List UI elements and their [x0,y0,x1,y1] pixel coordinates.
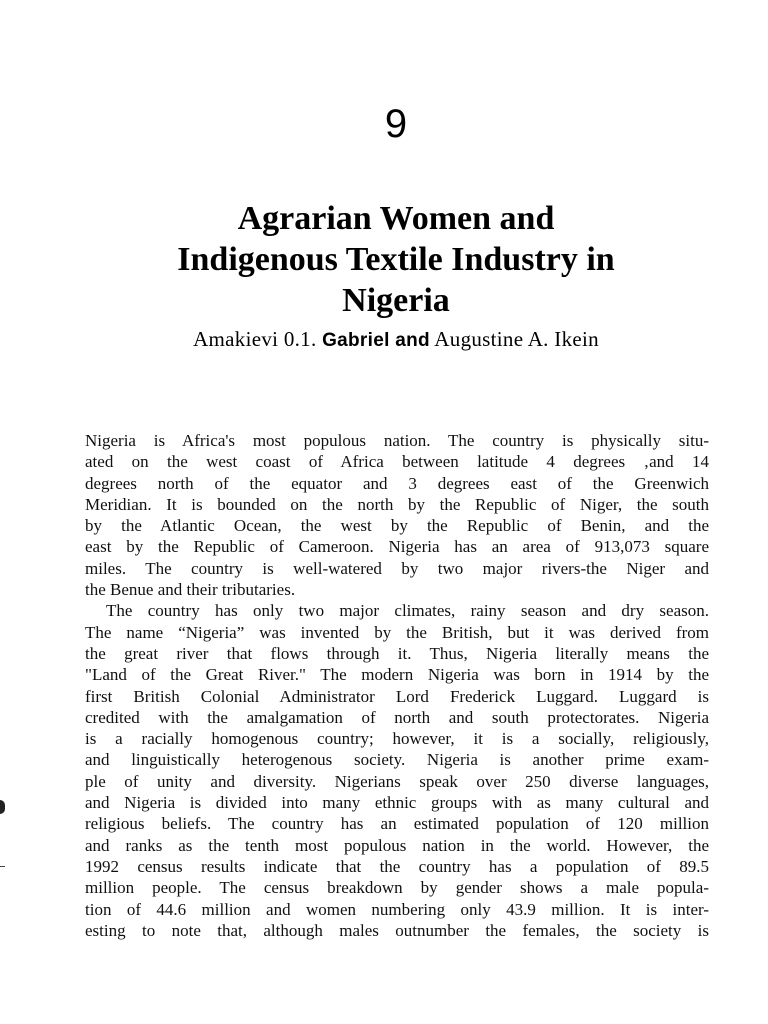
chapter-number: 9 [384,102,408,146]
chapter-title [80,198,712,321]
text-line: the Benue and their tributaries. [85,580,296,600]
scan-margin-mark [0,800,5,814]
text-line: "Land of the Great River." The modern Nigeria was born in 1914 by the [85,665,709,685]
text-line: esting to note that, although males outnumber the females, the society is [85,920,709,940]
author-text: Amakievi 0.1. [193,327,323,351]
body-text [85,430,709,941]
text-line: degrees north of the equator and 3 degrees east of the Greenwich [85,473,709,493]
text-line: and linguistically heterogenous society. Nigeria is another prime exam- [85,750,709,770]
text-line: east by the Republic of Cameroon. Nigeria has an area of 913,073 square [85,537,709,557]
text-line: The name “Nigeria” was invented by the British, but it was derived from [85,622,709,642]
text-line: credited with the amalgamation of north and south protectorates. Nigeria [85,707,709,727]
text-line: tion of 44.6 million and women numbering only 43.9 million. It is inter- [85,899,709,919]
chapter-authors [40,325,752,355]
text-line: and ranks as the tenth most populous nation in the world. However, the [85,835,709,855]
text-line: ated on the west coast of Africa between latitude 4 degrees ‚and 14 [85,452,709,472]
text-line: by the Atlantic Ocean, the west by the Republic of Benin, and the [85,516,709,536]
scan-margin-mark [0,866,5,867]
chapter-title-line: Agrarian Women and [237,200,555,237]
text-line: and Nigeria is divided into many ethnic groups with as many cultural and [85,793,709,813]
text-line: miles. The country is well-watered by two major rivers-the Niger and [85,558,709,578]
text-line: Nigeria is Africa's most populous nation. The country is physically situ- [85,431,709,450]
chapter-title-line: Indigenous Textile Industry in [177,241,615,278]
chapter-title-line: Nigeria [342,282,450,319]
text-line: the great river that flows through it. Thus, Nigeria literally means the [85,643,709,663]
text-line: first British Colonial Administrator Lord Frederick Luggard. Luggard is [85,686,709,706]
text-line: Meridian. It is bounded on the north by the Republic of Niger, the south [85,494,709,514]
text-line: is a racially homogenous country; however, it is a socially, religiously, [85,729,709,749]
text-line: religious beliefs. The country has an estimated population of 120 million [85,814,709,834]
author-text-bold: Gabriel and [322,330,430,351]
text-line: million people. The census breakdown by gender shows a male popula- [85,878,709,898]
text-line: ple of unity and diversity. Nigerians speak over 250 diverse languages, [85,771,709,791]
text-line: 1992 census results indicate that the country has a population of 89.5 [85,856,709,876]
text-line: The country has only two major climates, rainy season and dry season. [106,601,709,621]
author-text: Augustine A. Ikein [429,327,599,351]
